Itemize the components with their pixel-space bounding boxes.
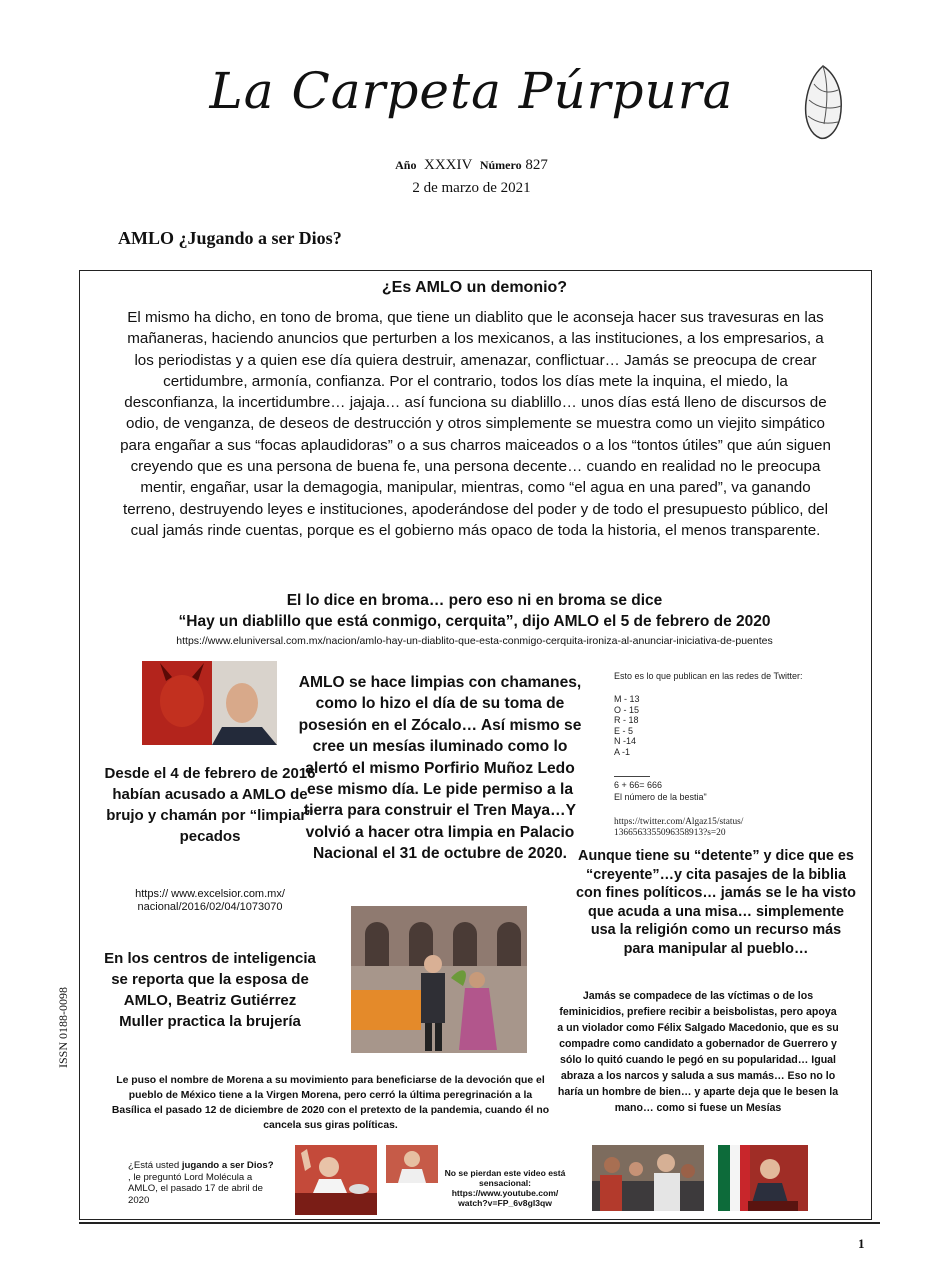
flag-podium-photo: [718, 1145, 808, 1211]
press-photo-2: [386, 1145, 438, 1183]
letter-m: M - 13: [614, 694, 640, 704]
year-value: XXXIV: [423, 157, 473, 173]
article-body: El mismo ha dicho, en tono de broma, que tiene un diablito que le aconseja hacer sus travesuras en las mañaneras, haciendo anuncios que perturben a los mexicanos, a las instituciones, a los empresarios, a los periodistas y a quien ese día quiera destruir, amenazar, conflictuar… Jamás se preocupa de crear certidumbre, armonía, confianza. Por el contrario, todos los días mete la inquina, el miedo, la desconfianza, la incertidumbre… jajaja… así funciona su diablillo… unos días está lleno de discursos de odio, de venganza, de deseos de destrucción y otros simplemente se muestra como un viejito simpático para engañar a sus “focas aplaudidoras” o a sus charros maiceados o a los “tontos útiles” que aún siguen creyendo que es una persona de buena fe, una persona decente… cuando en realidad no le preocupa mentir, engañar, usar la demagogia, manipular, mientras, como “el agua en una pared”, va ganando terreno, destruyendo leyes e instituciones, apoderándose del poder y de todo el presupuesto público, del cual jamás rinde cuentas, porque es el gobierno más opaco de toda la historia, el menos transparente.: [120, 309, 831, 539]
victimas-text: Jamás se compadece de las víctimas o de los feminicidios, prefiere recibir a beisbolistas, pero apoya a un violador como Félix Salgado Macedonio, que es su compadre como candidato a gobernador de Guerrero y sólo lo quitó cuando le pegó en su popularidad… Igual abraza a los narcos y saluda a sus mamás… Eso no lo haría un hombre de bien… y aparte deja que le besen la mano… como si fuese un Mesías: [557, 990, 839, 1114]
twitter-link[interactable]: https://twitter.com/Algaz15/status/ 136656335509635891​3?s=20: [614, 817, 744, 838]
brujo-text: Desde el 4 de febrero de 2016 habían acusado a AMLO de brujo y chamán por “limpiar” pecados: [104, 765, 316, 845]
letter-e: E - 5: [614, 725, 634, 736]
broma-line-2: “Hay un diablillo que está conmigo, cerquita”, dijo AMLO el 5 de febrero de 2020: [178, 613, 771, 630]
year-label: Año: [395, 158, 417, 172]
shell-logo-icon: [798, 62, 848, 142]
sum-rule: [614, 776, 650, 777]
number-value: 827: [525, 157, 548, 173]
article-heading: ¿Es AMLO un demonio?: [381, 279, 568, 296]
source-link[interactable]: https://www.eluniversal.com.mx/nacion/amlo-hay-un-diablito-que-esta-conmigo-cerquita-ironiza-al-anunciar-iniciativa-de-puentes: [176, 635, 773, 647]
limpias-text: AMLO se hace limpias con chamanes, como lo hizo el día de su toma de posesión en el Zócalo… Así mismo se cree un mesías iluminado como lo alertó el mismo Porfirio Muñoz Ledo ese mismo día. Le pide permiso a la tierra para construir el Tren Maya…Y volvió a hacer otra limpia en Palacio Nacional el 31 de octubre de 2020.: [298, 674, 582, 863]
issue-line: [0, 157, 943, 174]
page-headline: AMLO ¿Jugando a ser Dios?: [118, 228, 342, 248]
crowd-photo: [592, 1145, 704, 1211]
issue-date: 2 de marzo de 2021: [412, 180, 531, 196]
twitter-intro: Esto es lo que publican en las redes de Twitter:: [614, 671, 803, 681]
press-photo-1: [295, 1145, 377, 1215]
letter-r: R - 18: [614, 715, 639, 725]
bottom-rule: [79, 1222, 880, 1224]
brujeria-text: En los centros de inteligencia se reporta que la esposa de AMLO, Beatriz Gutiérrez Muller practica la brujería: [104, 950, 316, 1030]
letter-a: A -1: [614, 746, 631, 757]
page-number: 1: [858, 1236, 865, 1251]
letters-block: [614, 694, 854, 757]
beast-line: El número de la bestia": [614, 792, 707, 802]
issn-text: ISSN 0188-0098: [56, 986, 70, 1068]
masthead-title: La Carpeta Púrpura: [209, 62, 734, 120]
devil-amlo-photo: [142, 661, 277, 745]
lord-post: , le preguntó Lord Molécula a AMLO, el pasado 17 de abril de 2020: [128, 1171, 263, 1206]
broma-line-1: El lo dice en broma… pero eso ni en broma se dice: [286, 592, 663, 609]
number-label: Número: [479, 158, 522, 172]
lord-bold: jugando a ser Dios?: [181, 1160, 274, 1171]
lord-pre: ¿Está usted: [128, 1160, 182, 1171]
letter-o: O - 15: [614, 704, 640, 715]
video-note[interactable]: No se pierdan este video está sensacional: https://www.youtube.com/ watch?v=FP_6v8gl3qw: [444, 1168, 566, 1208]
morena-text: Le puso el nombre de Morena a su movimiento para beneficiarse de la devoción que el pueblo de México tiene a la Virgen Morena, pero cerró la última peregrinación a la Basílica el pasado 12 de diciembre de 2020 con el pretexto de la pandemia, cuando él no cancela sus giras políticas.: [111, 1075, 550, 1131]
lord-molecula-caption: [128, 1160, 278, 1206]
creyente-text: Aunque tiene su “detente” y dice que es “creyente”…y cita pasajes de la biblia con fines políticos… jamás se le ha visto que acuda a una misa… simplemente usa la religión como un recurso más para manipular al pueblo…: [576, 848, 856, 957]
sum-line: 6 + 66= 666: [614, 780, 663, 790]
palacio-limpia-photo: [351, 906, 527, 1053]
letter-n: N -14: [614, 736, 637, 746]
brujo-link[interactable]: https:// www.excelsior.com.mx/ nacional/2016/02/04/1073070: [135, 888, 285, 913]
issn-side-label: [48, 950, 78, 1070]
